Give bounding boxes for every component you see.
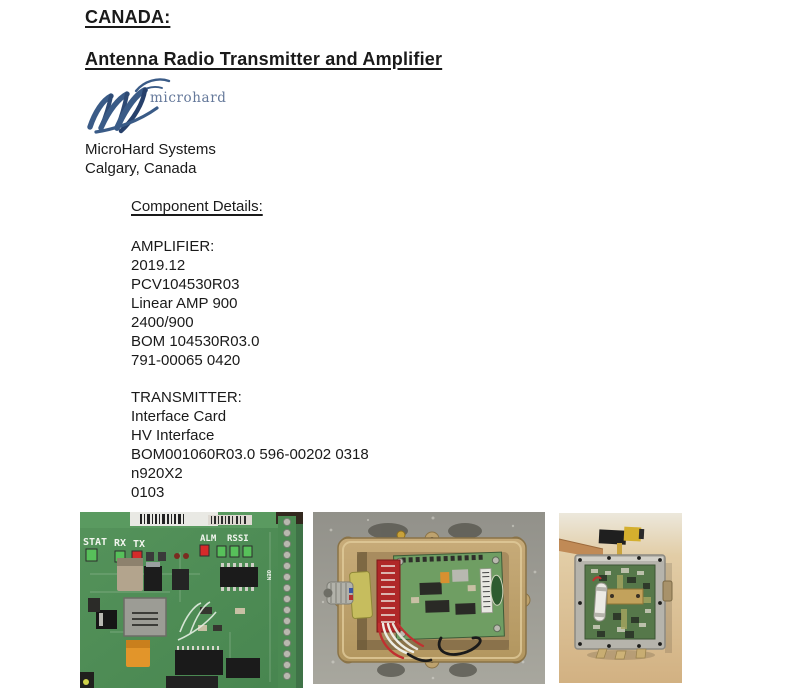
transmitter-line: BOM001060R03.0 596-00202 0318	[131, 446, 369, 463]
interface-pcb	[394, 552, 505, 640]
component-details-heading: Component Details:	[131, 198, 263, 215]
microhard-logo-icon	[84, 76, 226, 136]
amplifier-label: AMPLIFIER:	[131, 238, 215, 255]
photo-open-enclosure	[313, 512, 545, 684]
amplifier-line: 791-00065 0420	[131, 352, 241, 369]
photo-amplifier-module	[559, 513, 682, 683]
transmitter-spec-block	[131, 388, 369, 502]
amplifier-spec-block	[131, 237, 259, 370]
microhard-logo-text: microhard	[150, 90, 226, 106]
photo-interface-card-pcb	[80, 512, 303, 688]
company-location: Calgary, Canada	[85, 160, 197, 177]
amplifier-line: 2400/900	[131, 314, 194, 331]
company-name: MicroHard Systems	[85, 141, 216, 158]
white-cylinder-component	[594, 583, 608, 622]
transmitter-line: Interface Card	[131, 408, 227, 425]
edge-pads	[278, 516, 296, 688]
amplifier-line: BOM 104530R03.0	[131, 333, 260, 350]
silkscreen-alm-label: ALM	[200, 534, 217, 544]
silkscreen-oem-label: OEM	[265, 570, 271, 580]
transmitter-line: 0103	[131, 484, 165, 501]
silkscreen-stat-label: STAT	[83, 537, 108, 548]
heading-title: Antenna Radio Transmitter and Amplifier	[85, 49, 443, 69]
amplifier-line: PCV104530R03	[131, 276, 240, 293]
transmitter-line: HV Interface	[131, 427, 215, 444]
microhard-logo	[84, 76, 226, 136]
transmitter-line: n920X2	[131, 465, 183, 482]
company-info	[85, 140, 216, 178]
amplifier-line: Linear AMP 900	[131, 295, 238, 312]
silkscreen-tx-label: TX	[133, 539, 146, 550]
transmitter-label: TRANSMITTER:	[131, 389, 242, 406]
silkscreen-rx-label: RX	[114, 538, 127, 549]
red-connector-card	[377, 560, 400, 632]
silkscreen-rssi-label: RSSI	[227, 534, 249, 544]
heading-country: CANADA:	[85, 7, 171, 27]
amplifier-line: 2019.12	[131, 257, 186, 274]
